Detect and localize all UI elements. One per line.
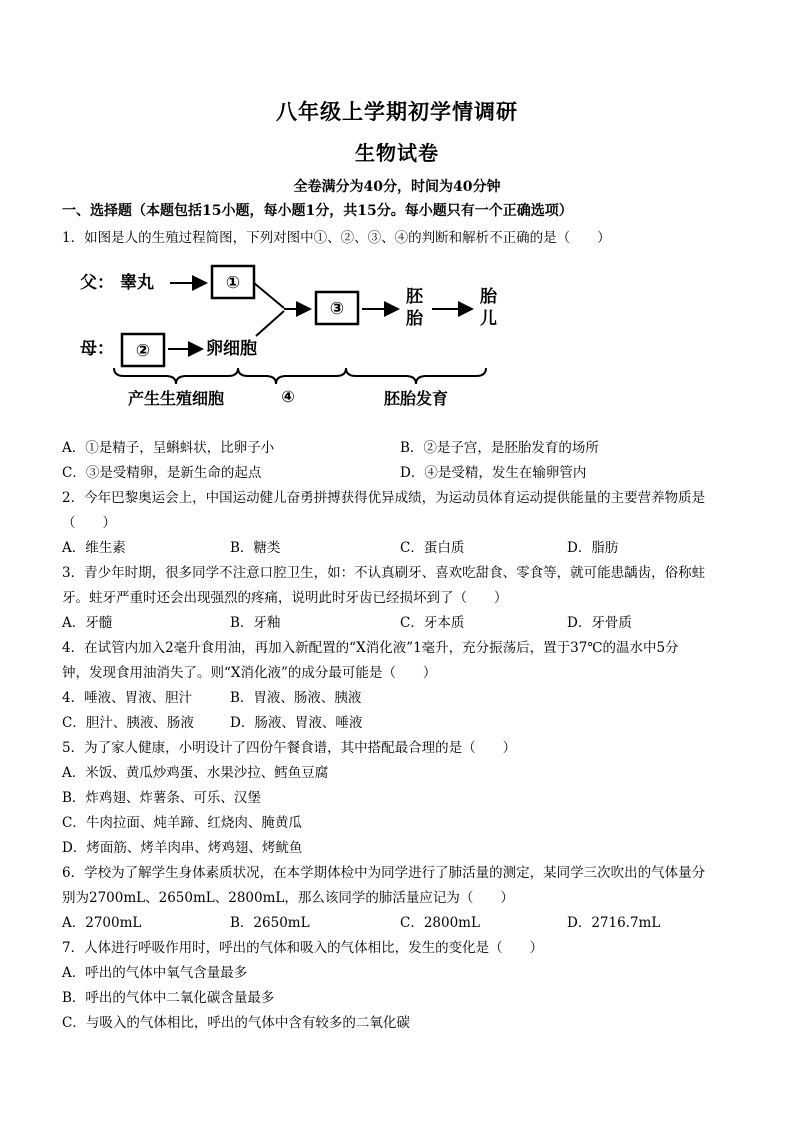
- father-organ: 睾丸: [120, 273, 154, 293]
- q6-option-d: D．2716.7mL: [567, 915, 661, 931]
- box-1-label: ①: [225, 273, 241, 293]
- q5-option-a: A．米饭、黄瓜炒鸡蛋、水果沙拉、鳕鱼豆腐: [62, 765, 329, 781]
- q3-stem-line1: 3．青少年时期，很多同学不注意口腔卫生，如：不认真刷牙、喜欢吃甜食、零食等，就可能患龋齿，俗称蛀: [62, 565, 706, 581]
- q7-option-b: B．呼出的气体中二氧化碳含量最多: [62, 990, 275, 1006]
- brace-3: [346, 368, 486, 384]
- q6-option-a: A．2700mL: [62, 915, 142, 931]
- q1-option-b: B．②是子宫，是胚胎发育的场所: [400, 440, 599, 456]
- q5-option-c: C．牛肉拉面、炖羊蹄、红烧肉、腌黄瓜: [62, 815, 302, 831]
- q2-option-c: C．蛋白质: [400, 540, 465, 556]
- q1-option-a: A．①是精子，呈蝌蚪状，比卵子小: [62, 440, 275, 456]
- q3-option-c: C．牙本质: [400, 615, 465, 631]
- q6-option-b: B．2650mL: [230, 915, 310, 931]
- line-egg-to-merge: [256, 311, 284, 336]
- q1-stem: 1．如图是人的生殖过程简图，下列对图中①、②、③、④的判断和解析不正确的是（ ）: [62, 230, 611, 246]
- brace-1: [114, 368, 238, 384]
- q3-option-a: A．牙髓: [62, 615, 113, 631]
- q2-stem-line2: （ ）: [62, 515, 116, 531]
- embryo-bottom: 胎: [406, 309, 423, 329]
- q3-option-d: D．牙骨质: [567, 615, 632, 631]
- q7-option-a: A．呼出的气体中氧气含量最多: [62, 965, 248, 981]
- exam-title: 八年级上学期初学情调研: [276, 99, 518, 124]
- q6-stem-line2: 别为2700mL、2650mL、2800mL，那么该同学的肺活量应记为（ ）: [62, 890, 514, 906]
- q2-option-b: B．糖类: [230, 540, 281, 556]
- q6-option-c: C．2800mL: [400, 915, 480, 931]
- egg-cell: 卵细胞: [206, 339, 257, 359]
- embryo-top: 胚: [406, 287, 423, 307]
- father-label: 父：: [80, 273, 114, 293]
- box-3-label: ③: [329, 299, 345, 319]
- score-info: 全卷满分为40分，时间为40分钟: [293, 179, 501, 195]
- q5-option-d: D．烤面筋、烤羊肉串、烤鸡翅、烤鱿鱼: [62, 840, 303, 856]
- line-1-to-merge: [254, 283, 284, 308]
- q2-stem-line1: 2．今年巴黎奥运会上，中国运动健儿奋勇拼搏获得优异成绩，为运动员体育运动提供能量的主要营养物质是: [62, 490, 706, 506]
- q6-stem-line1: 6．学校为了解学生身体素质状况，在本学期体检中为同学进行了肺活量的测定，某同学三次吹出的气体量分: [62, 865, 706, 881]
- fetus-top: 胎: [480, 287, 497, 307]
- q7-option-c: C．与吸入的气体相比，呼出的气体中含有较多的二氧化碳: [62, 1015, 410, 1031]
- q4-option-b: B．胃液、肠液、胰液: [230, 690, 362, 706]
- q2-option-d: D．脂肪: [567, 540, 619, 556]
- exam-subtitle: 生物试卷: [355, 141, 439, 165]
- q1-option-c: C．③是受精卵，是新生命的起点: [62, 465, 262, 481]
- q4-stem-line2: 钟，发现食用油消失了。则“X消化液”的成分最可能是（ ）: [62, 665, 437, 681]
- mother-label: 母：: [80, 339, 114, 359]
- q7-stem: 7．人体进行呼吸作用时，呼出的气体和吸入的气体相比，发生的变化是（ ）: [62, 940, 544, 956]
- section-heading: 一、选择题（本题包括15小题，每小题1分，共15分。每小题只有一个正确选项）: [62, 203, 573, 219]
- brace-3-label: 胚胎发育: [383, 389, 449, 408]
- brace-2-label: ④: [281, 387, 295, 406]
- q3-stem-line2: 牙。蛀牙严重时还会出现强烈的疼痛，说明此时牙齿已经损坏到了（ ）: [62, 590, 508, 606]
- q4-option-c: C．胆汁、胰液、肠液: [62, 715, 194, 731]
- q5-stem: 5．为了家人健康，小明设计了四份午餐食谱，其中搭配最合理的是（ ）: [62, 740, 517, 756]
- q2-option-a: A．维生素: [62, 540, 126, 556]
- brace-1-label: 产生生殖细胞: [127, 389, 225, 408]
- q4-option-a: 4．唾液、胃液、胆汁: [62, 690, 193, 706]
- q5-option-b: B．炸鸡翅、炸薯条、可乐、汉堡: [62, 790, 261, 806]
- box-2-label: ②: [135, 341, 151, 361]
- q1-option-d: D．④是受精，发生在输卵管内: [400, 465, 587, 481]
- reproduction-diagram: [70, 256, 510, 416]
- q4-option-d: D．肠液、胃液、唾液: [230, 715, 363, 731]
- q3-option-b: B．牙釉: [230, 615, 281, 631]
- q4-stem-line1: 4．在试管内加入2毫升食用油，再加入新配置的“X消化液”1毫升，充分振荡后，置于37℃的温水中5分: [62, 640, 679, 656]
- brace-2: [238, 368, 346, 384]
- fetus-bottom: 儿: [480, 309, 497, 329]
